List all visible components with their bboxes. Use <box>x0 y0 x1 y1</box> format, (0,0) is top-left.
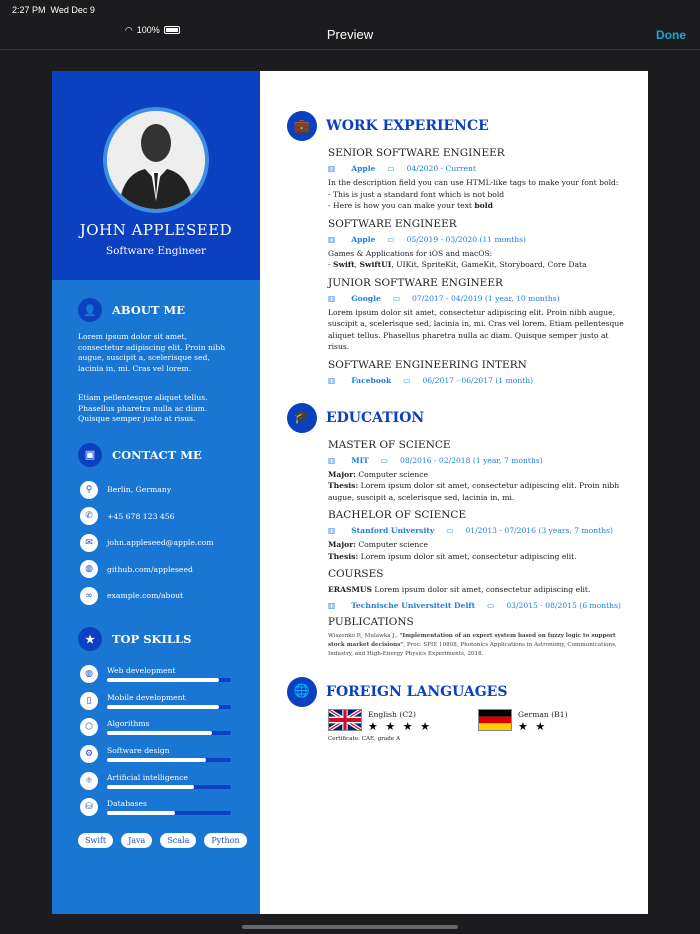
building-icon: ▥ <box>328 375 336 385</box>
language-rating: ★ ★ ★ ★ <box>368 720 432 733</box>
contact-card-icon: ▣ <box>78 443 102 467</box>
skill-item <box>78 741 234 768</box>
building-icon: ▥ <box>328 455 336 465</box>
link-icon: ∞ <box>80 587 98 605</box>
language-rating: ★ ★ <box>518 720 548 733</box>
germany-flag-icon <box>478 709 512 731</box>
globe-icon: 🌐 <box>287 677 317 707</box>
course-dates: 03/2015 - 08/2015 (6 months) <box>506 600 621 610</box>
calendar-icon: ▭ <box>380 455 388 465</box>
skill-item <box>78 794 234 821</box>
skill-bar <box>107 811 231 815</box>
skill-label: Algorithms <box>107 719 150 729</box>
skill-label: Artificial intelligence <box>107 772 188 782</box>
contact-item: ✉ john.appleseed@apple.com <box>78 530 234 557</box>
skill-item <box>78 661 234 688</box>
skill-item <box>78 688 234 715</box>
building-icon: ▥ <box>328 164 336 173</box>
organization: MIT <box>351 455 369 465</box>
building-icon: ▥ <box>328 600 336 610</box>
degree-title: MASTER OF SCIENCE <box>328 438 451 451</box>
certificate-note: Certificate: CAE, grade A <box>328 736 400 742</box>
organization: Facebook <box>351 375 392 385</box>
language-name: German (B1) <box>518 709 568 719</box>
course-desc: Lorem ipsum dolor sit amet, consectetur adipiscing elit. <box>374 585 591 594</box>
courses-title: COURSES <box>328 568 384 580</box>
skill-bar <box>107 705 231 709</box>
user-icon: 👤 <box>78 298 102 322</box>
dates: 08/2016 - 02/2018 (1 year, 7 months) <box>399 455 543 465</box>
publication: Wiszenko P., Mulawka J., "Implementation of an expert system based on fuzzy logic to support stock market decisions", Proc. SPIE 10808, Photonics Applications in Astronomy, Communications, Industry, and High-Energy Physics Experiments, 2018. <box>328 632 617 657</box>
skill-item <box>78 767 234 794</box>
job-desc: Lorem ipsum dolor sit amet, consectetur adipiscing elit. Proin nibh augue, suscipit a, scelerisque sed, lacinia in, mi. Cras vel lorem. Etiam pellentesque aliquet tellus. Phasellus pharetra nulla ac diam. Quisque semper justo at risus. <box>328 307 624 351</box>
skill-tag: Python <box>204 833 246 848</box>
job-title: SENIOR SOFTWARE ENGINEER <box>328 147 505 159</box>
about-text-2: Etiam pellentesque aliquet tellus. Phasellus pharetra nulla ac diam. Quisque semper justo at risus. <box>78 393 208 423</box>
nav-bar <box>0 20 700 50</box>
calendar-icon: ▭ <box>403 375 411 385</box>
dates: 05/2019 - 03/2020 (11 months) <box>406 234 527 244</box>
about-heading: 👤 ABOUT ME <box>78 298 234 322</box>
graduation-cap-icon: 🎓 <box>287 403 317 433</box>
publications-title: PUBLICATIONS <box>328 615 414 628</box>
organization: Apple <box>351 164 376 173</box>
skill-bar <box>107 678 231 682</box>
uk-flag-icon <box>328 709 362 731</box>
degree-title: BACHELOR OF SCIENCE <box>328 509 467 521</box>
location-icon: ⚲ <box>80 481 98 499</box>
mail-icon: ✉ <box>80 534 98 552</box>
gears-icon: ⚙ <box>80 745 98 763</box>
job-title: JUNIOR SOFTWARE ENGINEER <box>328 276 503 289</box>
job-desc: Games & Applications for iOS and macOS: - Swift, SwiftUI, UIKit, SpriteKit, GameKit, Storyboard, Core Data <box>328 248 587 269</box>
phone-icon: ✆ <box>80 507 98 525</box>
calendar-icon: ▭ <box>392 293 401 303</box>
nav-title: Preview <box>326 27 374 42</box>
language-name: English (C2) <box>368 709 416 719</box>
languages-heading: 🌐 FOREIGN LANGUAGES <box>287 677 628 707</box>
job-entry <box>328 359 628 385</box>
calendar-icon: ▭ <box>446 526 454 535</box>
about-text-1: Lorem ipsum dolor sit amet, consectetur adipiscing elit. Proin nibh augue, suscipit a, scelerisque sed, lacinia in, mi. Cras vel lorem. <box>78 332 226 373</box>
skills-heading: ★ TOP SKILLS <box>78 627 234 651</box>
skill-item <box>78 714 234 741</box>
main-content <box>260 71 658 914</box>
database-icon: ⛁ <box>80 798 98 816</box>
wifi-icon: ◠ <box>124 24 133 35</box>
education-heading: 🎓 EDUCATION <box>287 403 628 433</box>
skill-tag: Swift <box>78 833 113 848</box>
profile-name: JOHN APPLESEED <box>79 221 233 239</box>
job-entry <box>328 277 628 353</box>
skill-bar <box>107 758 231 762</box>
profile-role: Software Engineer <box>105 245 207 257</box>
organization: Apple <box>351 234 376 244</box>
dates: 01/2013 - 07/2016 (3 years, 7 months) <box>465 526 613 535</box>
organization: Stanford University <box>351 526 435 535</box>
contact-item: ◍ github.com/appleseed <box>78 556 234 583</box>
sidebar <box>52 71 260 914</box>
battery-percent: 100% <box>136 25 160 35</box>
done-button[interactable]: Done <box>656 27 686 42</box>
skill-bar <box>107 731 231 735</box>
dates: 07/2017 - 04/2019 (1 year, 10 months) <box>412 293 560 303</box>
dates: 06/2017 - 06/2017 (1 month) <box>422 375 534 385</box>
course-school: Technische Universiteit Delft <box>351 600 476 610</box>
organization: Google <box>351 293 381 303</box>
skill-label: Databases <box>107 799 147 809</box>
cube-icon: ⬡ <box>80 718 98 736</box>
skill-label: Software design <box>107 746 170 756</box>
skill-bar <box>107 785 231 789</box>
calendar-icon: ▭ <box>487 600 495 610</box>
course-name: ERASMUS <box>328 585 372 594</box>
building-icon: ▥ <box>328 293 336 303</box>
language-german <box>478 709 628 734</box>
building-icon: ▥ <box>328 234 336 244</box>
resume-page <box>52 71 648 914</box>
job-title: SOFTWARE ENGINEER <box>328 217 457 230</box>
globe-icon: ◍ <box>80 665 98 683</box>
star-icon: ★ <box>78 627 102 651</box>
degree-entry: MASTER OF SCIENCE ▥ MIT ▭ 08/2016 - 02/2018 (1 year, 7 months) Major: Computer science Thesis: Lorem ipsum dolor sit amet, consectetur adipiscing elit. Proin nibh augue, suscipit a, scelerisque sed, lacinia in, mi. <box>328 439 628 504</box>
date: Wed Dec 9 <box>50 5 95 15</box>
avatar <box>103 107 209 213</box>
contact-item: ∞ example.com/about <box>78 583 234 610</box>
work-heading: 💼 WORK EXPERIENCE <box>287 111 628 141</box>
contact-item: ✆ +45 678 123 456 <box>78 503 234 530</box>
skill-tag: Scala <box>160 833 196 848</box>
skill-label: Mobile development <box>107 692 186 702</box>
job-entry <box>328 147 628 212</box>
building-icon: ▥ <box>328 526 336 535</box>
contact-item: ⚲ Berlin, Germany <box>78 477 234 504</box>
home-indicator[interactable] <box>242 925 458 929</box>
skill-tag: Java <box>121 833 152 848</box>
time: 2:27 PM <box>12 5 46 15</box>
job-desc: In the description field you can use HTML-like tags to make your font bold: - This is just a standard font which is not bold - Here is how you can make your text bold <box>328 178 619 210</box>
degree-entry: BACHELOR OF SCIENCE ▥ Stanford University ▭ 01/2013 - 07/2016 (3 years, 7 months) Major: Computer science Thesis: Lorem ipsum dolor sit amet, consectetur adipiscing elit. <box>328 509 628 562</box>
job-entry <box>328 218 628 271</box>
calendar-icon: ▭ <box>387 234 395 244</box>
profile-header <box>52 71 260 280</box>
briefcase-icon: 💼 <box>287 111 317 141</box>
job-title: SOFTWARE ENGINEERING INTERN <box>328 358 527 371</box>
globe-icon: ◍ <box>80 560 98 578</box>
contact-heading: ▣ CONTACT ME <box>78 443 234 467</box>
language-english <box>328 709 478 734</box>
skill-label: Web development <box>107 666 176 676</box>
calendar-icon: ▭ <box>387 164 395 173</box>
mobile-icon: ▯ <box>80 692 98 710</box>
atom-icon: ⚛ <box>80 772 98 790</box>
dates: 04/2020 - Current <box>406 164 476 173</box>
